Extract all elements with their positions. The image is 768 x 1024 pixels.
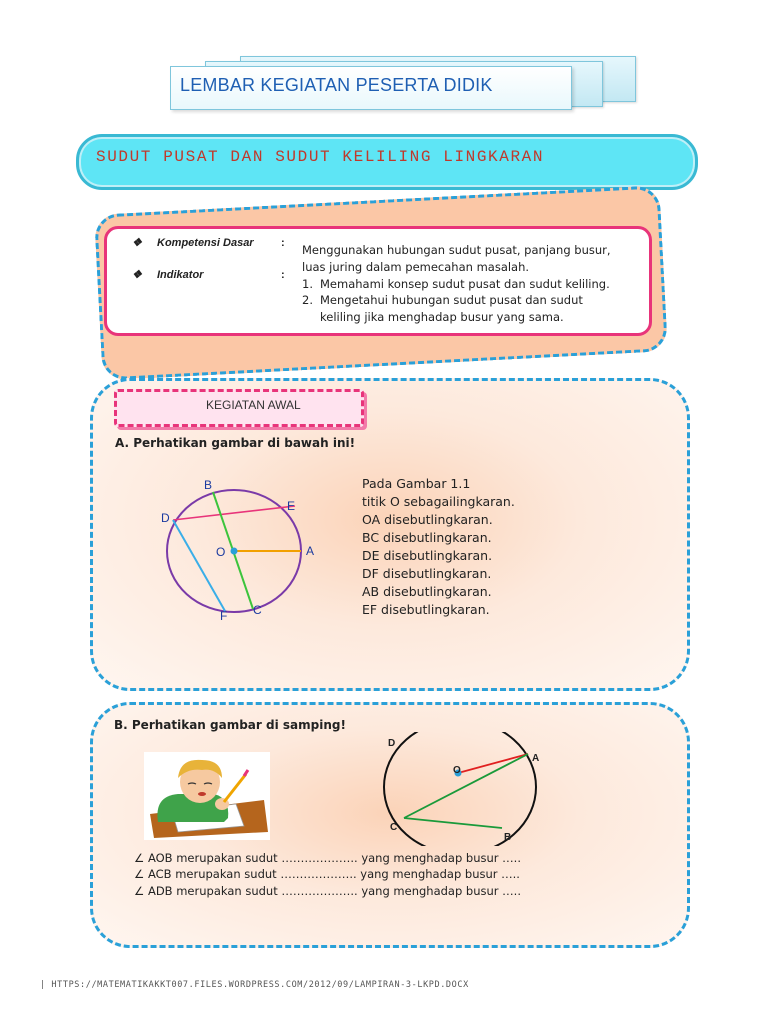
kd-text-line-2: luas juring dalam pemecahan masalah. xyxy=(302,260,530,274)
label-d: D xyxy=(388,738,396,749)
chord-df xyxy=(173,520,225,611)
question-acb: ∠ ACB merupakan sudut ……………….. yang menghadap busur ….. xyxy=(134,867,520,881)
fig-line: DF disebutlingkaran. xyxy=(362,566,492,581)
radius-oa xyxy=(458,754,528,773)
indicator-number-2: 2. xyxy=(302,293,313,307)
chord-cb xyxy=(404,818,502,828)
indicator-item-2: Mengetahui hubungan sudut pusat dan sudut xyxy=(320,293,583,307)
label-c: C xyxy=(253,603,262,617)
bullet-icon: ❖ xyxy=(132,269,142,281)
indicator-item-1: Memahami konsep sudut pusat dan sudut keliling. xyxy=(320,277,610,291)
kd-colon: : xyxy=(281,237,285,249)
indicator-number-1: 1. xyxy=(302,277,313,291)
kd-text-line-1: Menggunakan hubungan sudut pusat, panjang busur, xyxy=(302,243,611,257)
circle-figure-b xyxy=(378,732,558,846)
center-point-o xyxy=(231,548,238,555)
section-b-heading: B. Perhatikan gambar di samping! xyxy=(114,718,346,732)
indicator-colon: : xyxy=(281,269,285,281)
kd-label: Kompetensi Dasar xyxy=(157,237,254,249)
label-a: A xyxy=(532,753,540,764)
fig-line: AB disebutlingkaran. xyxy=(362,584,492,599)
question-adb: ∠ ADB merupakan sudut ……………….. yang menghadap busur ….. xyxy=(134,884,521,898)
bullet-icon: ❖ xyxy=(132,237,142,249)
fig-line: titik O sebagailingkaran. xyxy=(362,494,515,509)
label-o: O xyxy=(216,545,226,559)
label-b: B xyxy=(204,478,213,492)
indicator-label: Indikator xyxy=(157,269,204,281)
label-a: A xyxy=(306,544,315,558)
label-e: E xyxy=(287,499,296,513)
page-title: LEMBAR KEGIATAN PESERTA DIDIK xyxy=(180,75,493,95)
label-d: D xyxy=(161,511,170,525)
chord-ca xyxy=(404,754,528,818)
indicator-item-2-cont: keliling jika menghadap busur yang sama. xyxy=(320,310,564,324)
topic-title: SUDUT PUSAT DAN SUDUT KELILING LINGKARAN xyxy=(96,148,545,166)
figure-a-text xyxy=(362,475,515,619)
fig-line: Pada Gambar 1.1 xyxy=(362,476,471,491)
chord-de xyxy=(173,506,295,520)
circle-figure-a xyxy=(150,470,340,630)
label-o: O xyxy=(453,765,461,776)
fig-line: EF disebutlingkaran. xyxy=(362,602,490,617)
label-f: F xyxy=(220,609,228,623)
question-aob: ∠ AOB merupakan sudut ……………….. yang menghadap busur ….. xyxy=(134,851,521,865)
label-b: B xyxy=(504,832,512,843)
student-writing-illustration xyxy=(144,752,270,840)
fig-line: BC disebutlingkaran. xyxy=(362,530,492,545)
source-url: | HTTPS://MATEMATIKAKKT007.FILES.WORDPRESS.COM/2012/09/LAMPIRAN-3-LKPD.DOCX xyxy=(40,980,469,990)
activity-tag-label: KEGIATAN AWAL xyxy=(206,398,301,412)
fig-line: OA disebutlingkaran. xyxy=(362,512,493,527)
label-c: C xyxy=(390,822,398,833)
fig-line: DE disebutlingkaran. xyxy=(362,548,493,563)
section-a-heading: A. Perhatikan gambar di bawah ini! xyxy=(115,436,356,450)
